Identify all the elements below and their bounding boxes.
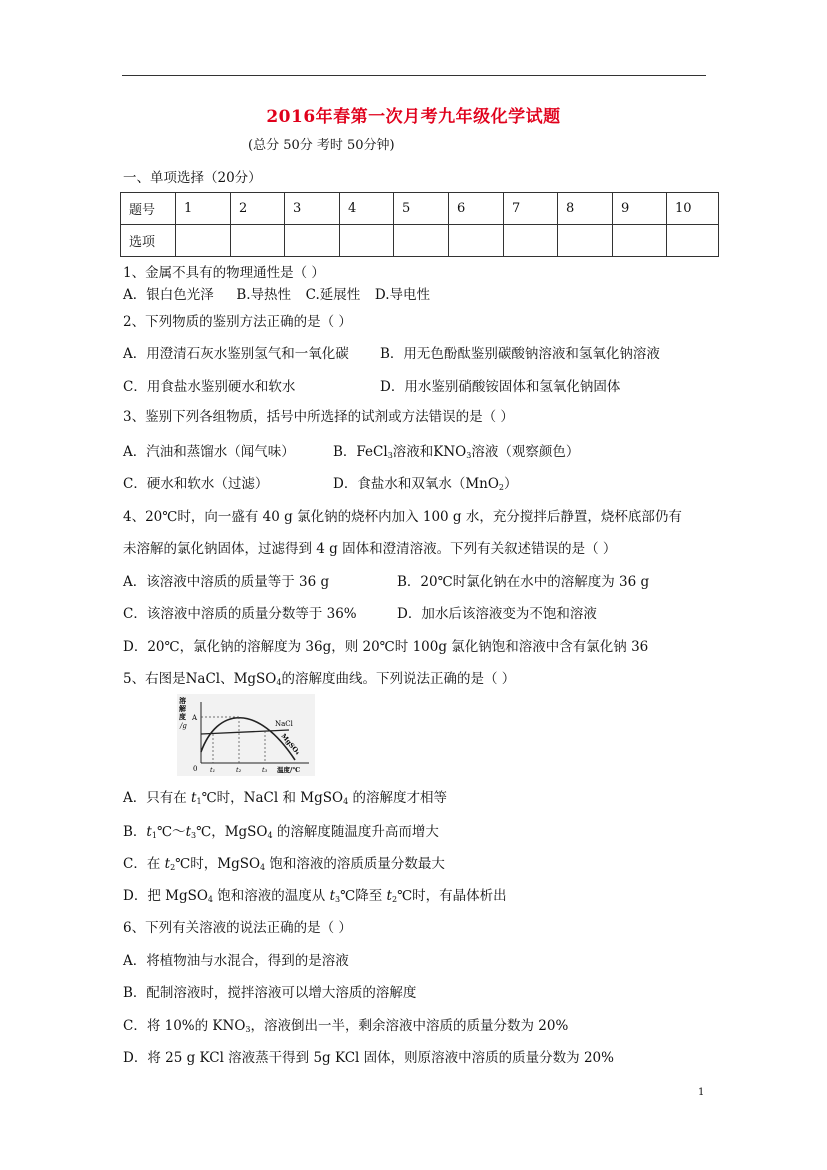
q3-option-d-text: ） bbox=[504, 476, 518, 492]
q6-option-c-text: ，溶液倒出一半，剩余溶液中溶质的质量分数为 20% bbox=[250, 1018, 569, 1034]
subscript: 3 bbox=[335, 895, 341, 904]
q2-option-c: C．用食盐水鉴别硬水和软水 bbox=[123, 379, 296, 395]
q4-stem-line1: 4、20℃时，向一盛有 40 g 氯化钠的烧杯内加入 100 g 水，充分搅拌后静置，烧杯底部仍有 bbox=[123, 509, 682, 525]
q2-stem: 2、下列物质的鉴别方法正确的是（ ） bbox=[123, 314, 352, 330]
nacl-label: NaCl bbox=[275, 720, 293, 728]
y-label-char1: 溶 bbox=[179, 696, 186, 705]
q5-option-d-text: ℃降至 bbox=[340, 888, 387, 904]
q5-option-b-text: t bbox=[185, 824, 191, 840]
subscript: 1 bbox=[151, 831, 157, 840]
answer-cell-6[interactable] bbox=[449, 225, 504, 257]
subscript: 4 bbox=[260, 863, 266, 872]
q5-option-b-text: ℃，MgSO bbox=[196, 824, 268, 840]
q1-option-a: A．银白色光泽 bbox=[123, 287, 214, 303]
solubility-curve-figure bbox=[177, 694, 315, 776]
x-axis-label: 温度/℃ bbox=[277, 766, 301, 774]
subscript: 2 bbox=[498, 483, 505, 492]
table-cell: 5 bbox=[394, 193, 449, 225]
q1-stem: 1、金属不具有的物理通性是（ ） bbox=[123, 265, 325, 281]
q5-stem bbox=[123, 667, 515, 687]
q3-option-b-text: 溶液（观察颜色） bbox=[471, 444, 580, 460]
answer-cell-3[interactable] bbox=[285, 225, 340, 257]
q2-option-b: B．用无色酚酞鉴别碳酸钠溶液和氢氧化钠溶液 bbox=[380, 346, 660, 362]
table-cell: 题号 bbox=[121, 193, 176, 225]
q5-option-d-text: ℃时，有晶体析出 bbox=[397, 888, 507, 904]
q5-option-c-text: C．在 bbox=[123, 856, 165, 872]
q1-option-d: D.导电性 bbox=[374, 287, 431, 303]
q4-stem-line2: 未溶解的氯化钠固体，过滤得到 4 g 固体和澄清溶液。下列有关叙述错误的是（ ） bbox=[123, 541, 617, 557]
q5-option-d-text: t bbox=[386, 888, 392, 904]
t2-label: t₂ bbox=[236, 766, 242, 774]
t1-label: t₁ bbox=[210, 766, 216, 774]
mgso4-label: MgSO₄ bbox=[279, 732, 302, 757]
q4-option-b: B．20℃时氯化钠在水中的溶解度为 36 g bbox=[397, 574, 650, 590]
q5-option-c-text: ℃时，MgSO bbox=[175, 856, 261, 872]
y-label-char2: 解 bbox=[179, 704, 186, 713]
answer-table bbox=[120, 192, 719, 257]
answer-cell-1[interactable] bbox=[176, 225, 231, 257]
table-cell: 2 bbox=[231, 193, 285, 225]
subscript: 4 bbox=[267, 831, 273, 840]
answer-cell-5[interactable] bbox=[394, 225, 449, 257]
q3-option-d-text: D．食盐水和双氧水（MnO bbox=[333, 476, 499, 492]
solubility-curve-svg bbox=[177, 694, 315, 776]
q5-stem-text: 的溶解度曲线。下列说法正确的是（ ） bbox=[281, 671, 516, 687]
q5-option-b-text: t bbox=[146, 824, 152, 840]
subscript: 2 bbox=[391, 895, 398, 904]
q5-option-b-text: 的溶解度随温度升高而增大 bbox=[272, 824, 439, 840]
q5-option-b bbox=[123, 820, 439, 840]
answer-cell-2[interactable] bbox=[231, 225, 285, 257]
q1-option-b: B.导热性 bbox=[236, 287, 292, 303]
subscript: 4 bbox=[343, 797, 349, 806]
table-cell: 7 bbox=[504, 193, 558, 225]
q3-option-b-text: 溶液和KNO bbox=[392, 444, 467, 460]
q5-option-a-text: ℃时，NaCl 和 MgSO bbox=[201, 790, 344, 806]
q6-option-a: A．将植物油与水混合，得到的是溶液 bbox=[123, 953, 349, 969]
q5-option-b-text: B． bbox=[123, 824, 147, 840]
table-cell: 6 bbox=[449, 193, 504, 225]
q2-option-d: D．用水鉴别硝酸铵固体和氢氧化钠固体 bbox=[380, 379, 621, 395]
section-heading: 一、单项选择（20分） bbox=[123, 170, 262, 186]
q6-stem: 6、下列有关溶液的说法正确的是（ ） bbox=[123, 920, 352, 936]
q6-option-c bbox=[123, 1014, 568, 1034]
q5-option-c-text: 饱和溶液的溶质质量分数最大 bbox=[265, 856, 445, 872]
q3-option-c: C．硬水和软水（过滤） bbox=[123, 476, 269, 492]
q5-option-d-text: D．把 MgSO bbox=[123, 888, 208, 904]
table-cell: 8 bbox=[558, 193, 613, 225]
subscript: 3 bbox=[387, 451, 393, 460]
q2-option-a: A．用澄清石灰水鉴别氢气和一氧化碳 bbox=[123, 346, 349, 362]
q5-option-a-text: A．只有在 bbox=[123, 790, 192, 806]
answer-cell-10[interactable] bbox=[667, 225, 719, 257]
q5-option-b-text: ℃～ bbox=[156, 824, 186, 840]
point-a-label: A bbox=[192, 714, 198, 722]
q3-option-b bbox=[333, 440, 579, 460]
q6-option-d: D．将 25 g KCl 溶液蒸干得到 5g KCl 固体，则原溶液中溶质的质量分数为 20% bbox=[123, 1050, 614, 1066]
subscript: 2 bbox=[170, 863, 176, 872]
q4-option-d: D．加水后该溶液变为不饱和溶液 bbox=[397, 606, 597, 622]
q3-option-a: A．汽油和蒸馏水（闻气味） bbox=[123, 444, 295, 460]
subscript: 3 bbox=[191, 831, 197, 840]
q5-option-a-text: t bbox=[191, 790, 197, 806]
subscript: 4 bbox=[207, 895, 213, 904]
answer-table-row-choice bbox=[121, 225, 719, 257]
origin-label: 0 bbox=[193, 765, 198, 773]
subscript: 3 bbox=[466, 451, 472, 460]
q3-option-d bbox=[333, 472, 518, 492]
q6-option-b: B．配制溶液时，搅拌溶液可以增大溶质的溶解度 bbox=[123, 985, 417, 1001]
q5-option-d-text: t bbox=[329, 888, 336, 904]
q5-option-c-text: t bbox=[164, 856, 171, 872]
q4-option-a: A．该溶液中溶质的质量等于 36 g bbox=[123, 574, 330, 590]
t3-label: t₃ bbox=[262, 766, 268, 774]
answer-cell-7[interactable] bbox=[504, 225, 558, 257]
q3-stem: 3、鉴别下列各组物质，括号中所选择的试剂或方法错误的是（ ） bbox=[123, 409, 514, 425]
table-cell: 4 bbox=[340, 193, 394, 225]
y-label-char3: 度 bbox=[179, 712, 186, 721]
exam-subtitle: (总分 50分 考时 50分钟) bbox=[248, 138, 395, 153]
table-cell: 9 bbox=[613, 193, 667, 225]
q5-option-d-text: 饱和溶液的温度从 bbox=[213, 888, 330, 904]
page-number: 1 bbox=[698, 1087, 705, 1098]
answer-cell-9[interactable] bbox=[613, 225, 667, 257]
subscript: 1 bbox=[196, 797, 202, 806]
answer-cell-4[interactable] bbox=[340, 225, 394, 257]
table-cell: 3 bbox=[285, 193, 340, 225]
q6-option-c-text: C．将 10%的 KNO bbox=[123, 1018, 246, 1034]
table-cell: 10 bbox=[667, 193, 719, 225]
q5-stem-text: 5、右图是NaCl、MgSO bbox=[123, 671, 277, 687]
header-rule bbox=[122, 75, 706, 76]
q5-option-c bbox=[123, 852, 445, 872]
q5-option-a bbox=[123, 786, 447, 806]
q4-option-c: C．该溶液中溶质的质量分数等于 36% bbox=[123, 606, 357, 622]
subscript: 3 bbox=[245, 1025, 251, 1034]
table-cell: 选项 bbox=[121, 225, 176, 257]
subscript: 4 bbox=[276, 678, 282, 687]
q5-option-d bbox=[123, 884, 507, 904]
table-cell: 1 bbox=[176, 193, 231, 225]
answer-cell-8[interactable] bbox=[558, 225, 613, 257]
y-label-unit: /g bbox=[180, 722, 187, 730]
q1-options bbox=[123, 283, 430, 303]
nacl-curve bbox=[201, 730, 289, 734]
exam-title: 2016年春第一次月考九年级化学试题 bbox=[266, 107, 561, 127]
answer-table-row-number bbox=[121, 193, 719, 225]
q1-option-c: C.延展性 bbox=[305, 287, 361, 303]
q4-option-d-extra: D．20℃，氯化钠的溶解度为 36g，则 20℃时 100g 氯化钠饱和溶液中含有氯化钠 36 bbox=[123, 639, 649, 655]
q3-option-b-text: B．FeCl bbox=[333, 444, 388, 460]
q5-option-a-text: 的溶解度才相等 bbox=[348, 790, 447, 806]
